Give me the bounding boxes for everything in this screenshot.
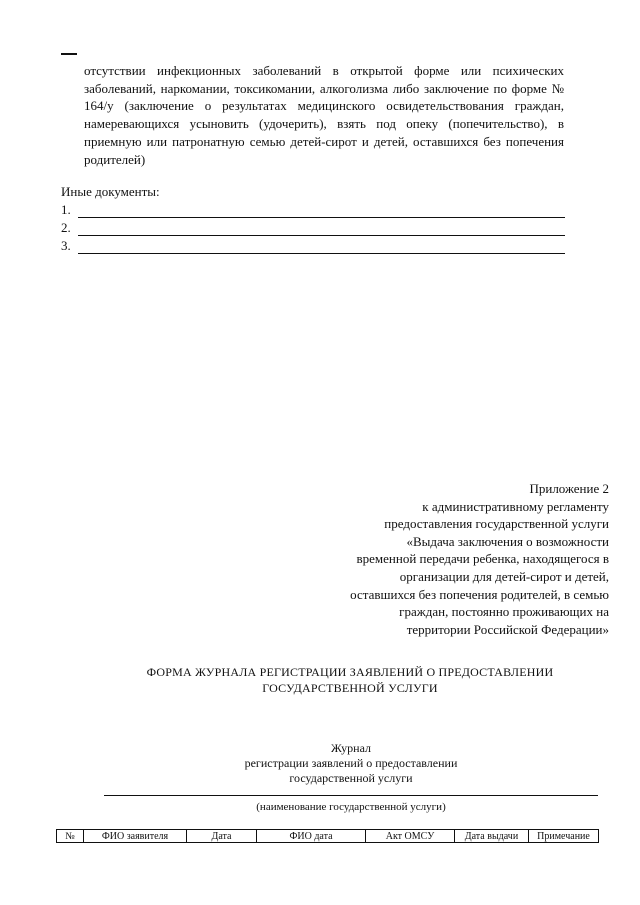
- other-document-number: 3.: [61, 238, 71, 253]
- column-header-name-date: ФИО дата: [257, 830, 366, 843]
- table-header-row: [57, 830, 599, 843]
- registration-table: [56, 829, 599, 843]
- service-name-line: [104, 795, 598, 796]
- medical-certificate-paragraph: отсутствии инфекционных заболеваний в открытой форме или психических заболеваний, наркомании, токсикомании, алкоголизма либо заключение по форме № 164/у (заключение о результатах медицинского освидетельствования граждан, намеревающихся усыновить (удочерить), взять под опеку (попечительство), в приемную или патронатную семью детей-сирот и детей, оставшихся без попечения родителей): [84, 63, 564, 167]
- journal-subtitle-line: государственной услуги: [289, 771, 413, 785]
- list-dash: [61, 53, 77, 55]
- column-header-issue-date: Дата выдачи: [455, 830, 529, 843]
- other-documents-title: Иные документы:: [61, 184, 160, 199]
- appendix-line: к административному регламенту: [422, 498, 609, 514]
- column-header-date: Дата: [187, 830, 257, 843]
- form-title: [60, 664, 640, 696]
- appendix-line: граждан, постоянно проживающих на: [399, 604, 609, 620]
- other-document-line-1: [61, 200, 565, 218]
- blank-fill-line: [78, 253, 565, 254]
- other-document-line-2: [61, 218, 565, 236]
- appendix-line: «Выдача заключения о возможности: [406, 533, 609, 549]
- service-name-caption: (наименование государственной услуги): [256, 801, 446, 813]
- journal-title: Журнал: [330, 741, 371, 755]
- appendix-header: [269, 480, 609, 638]
- journal-subtitle-line: регистрации заявлений о предоставлении: [244, 756, 458, 770]
- appendix-line: территории Российской Федерации»: [406, 621, 609, 637]
- appendix-line: временной передачи ребенка, находящегося в: [356, 551, 609, 567]
- column-header-note: Примечание: [529, 830, 599, 843]
- other-document-number: 1.: [61, 202, 71, 217]
- appendix-line: оставшихся без попечения родителей, в семью: [350, 586, 609, 602]
- appendix-line: Приложение 2: [529, 481, 609, 496]
- journal-heading: [60, 741, 640, 786]
- appendix-line: организации для детей-сирот и детей,: [399, 568, 609, 584]
- form-title-line: ГОСУДАРСТВЕННОЙ УСЛУГИ: [262, 681, 438, 695]
- other-document-line-3: [61, 236, 565, 254]
- appendix-line: предоставления государственной услуги: [384, 516, 609, 532]
- column-header-number: №: [57, 830, 84, 843]
- other-document-number: 2.: [61, 220, 71, 235]
- form-title-line: ФОРМА ЖУРНАЛА РЕГИСТРАЦИИ ЗАЯВЛЕНИЙ О ПРЕДОСТАВЛЕНИИ: [146, 665, 554, 679]
- column-header-applicant-name: ФИО заявителя: [84, 830, 187, 843]
- column-header-omsu-act: Акт ОМСУ: [366, 830, 455, 843]
